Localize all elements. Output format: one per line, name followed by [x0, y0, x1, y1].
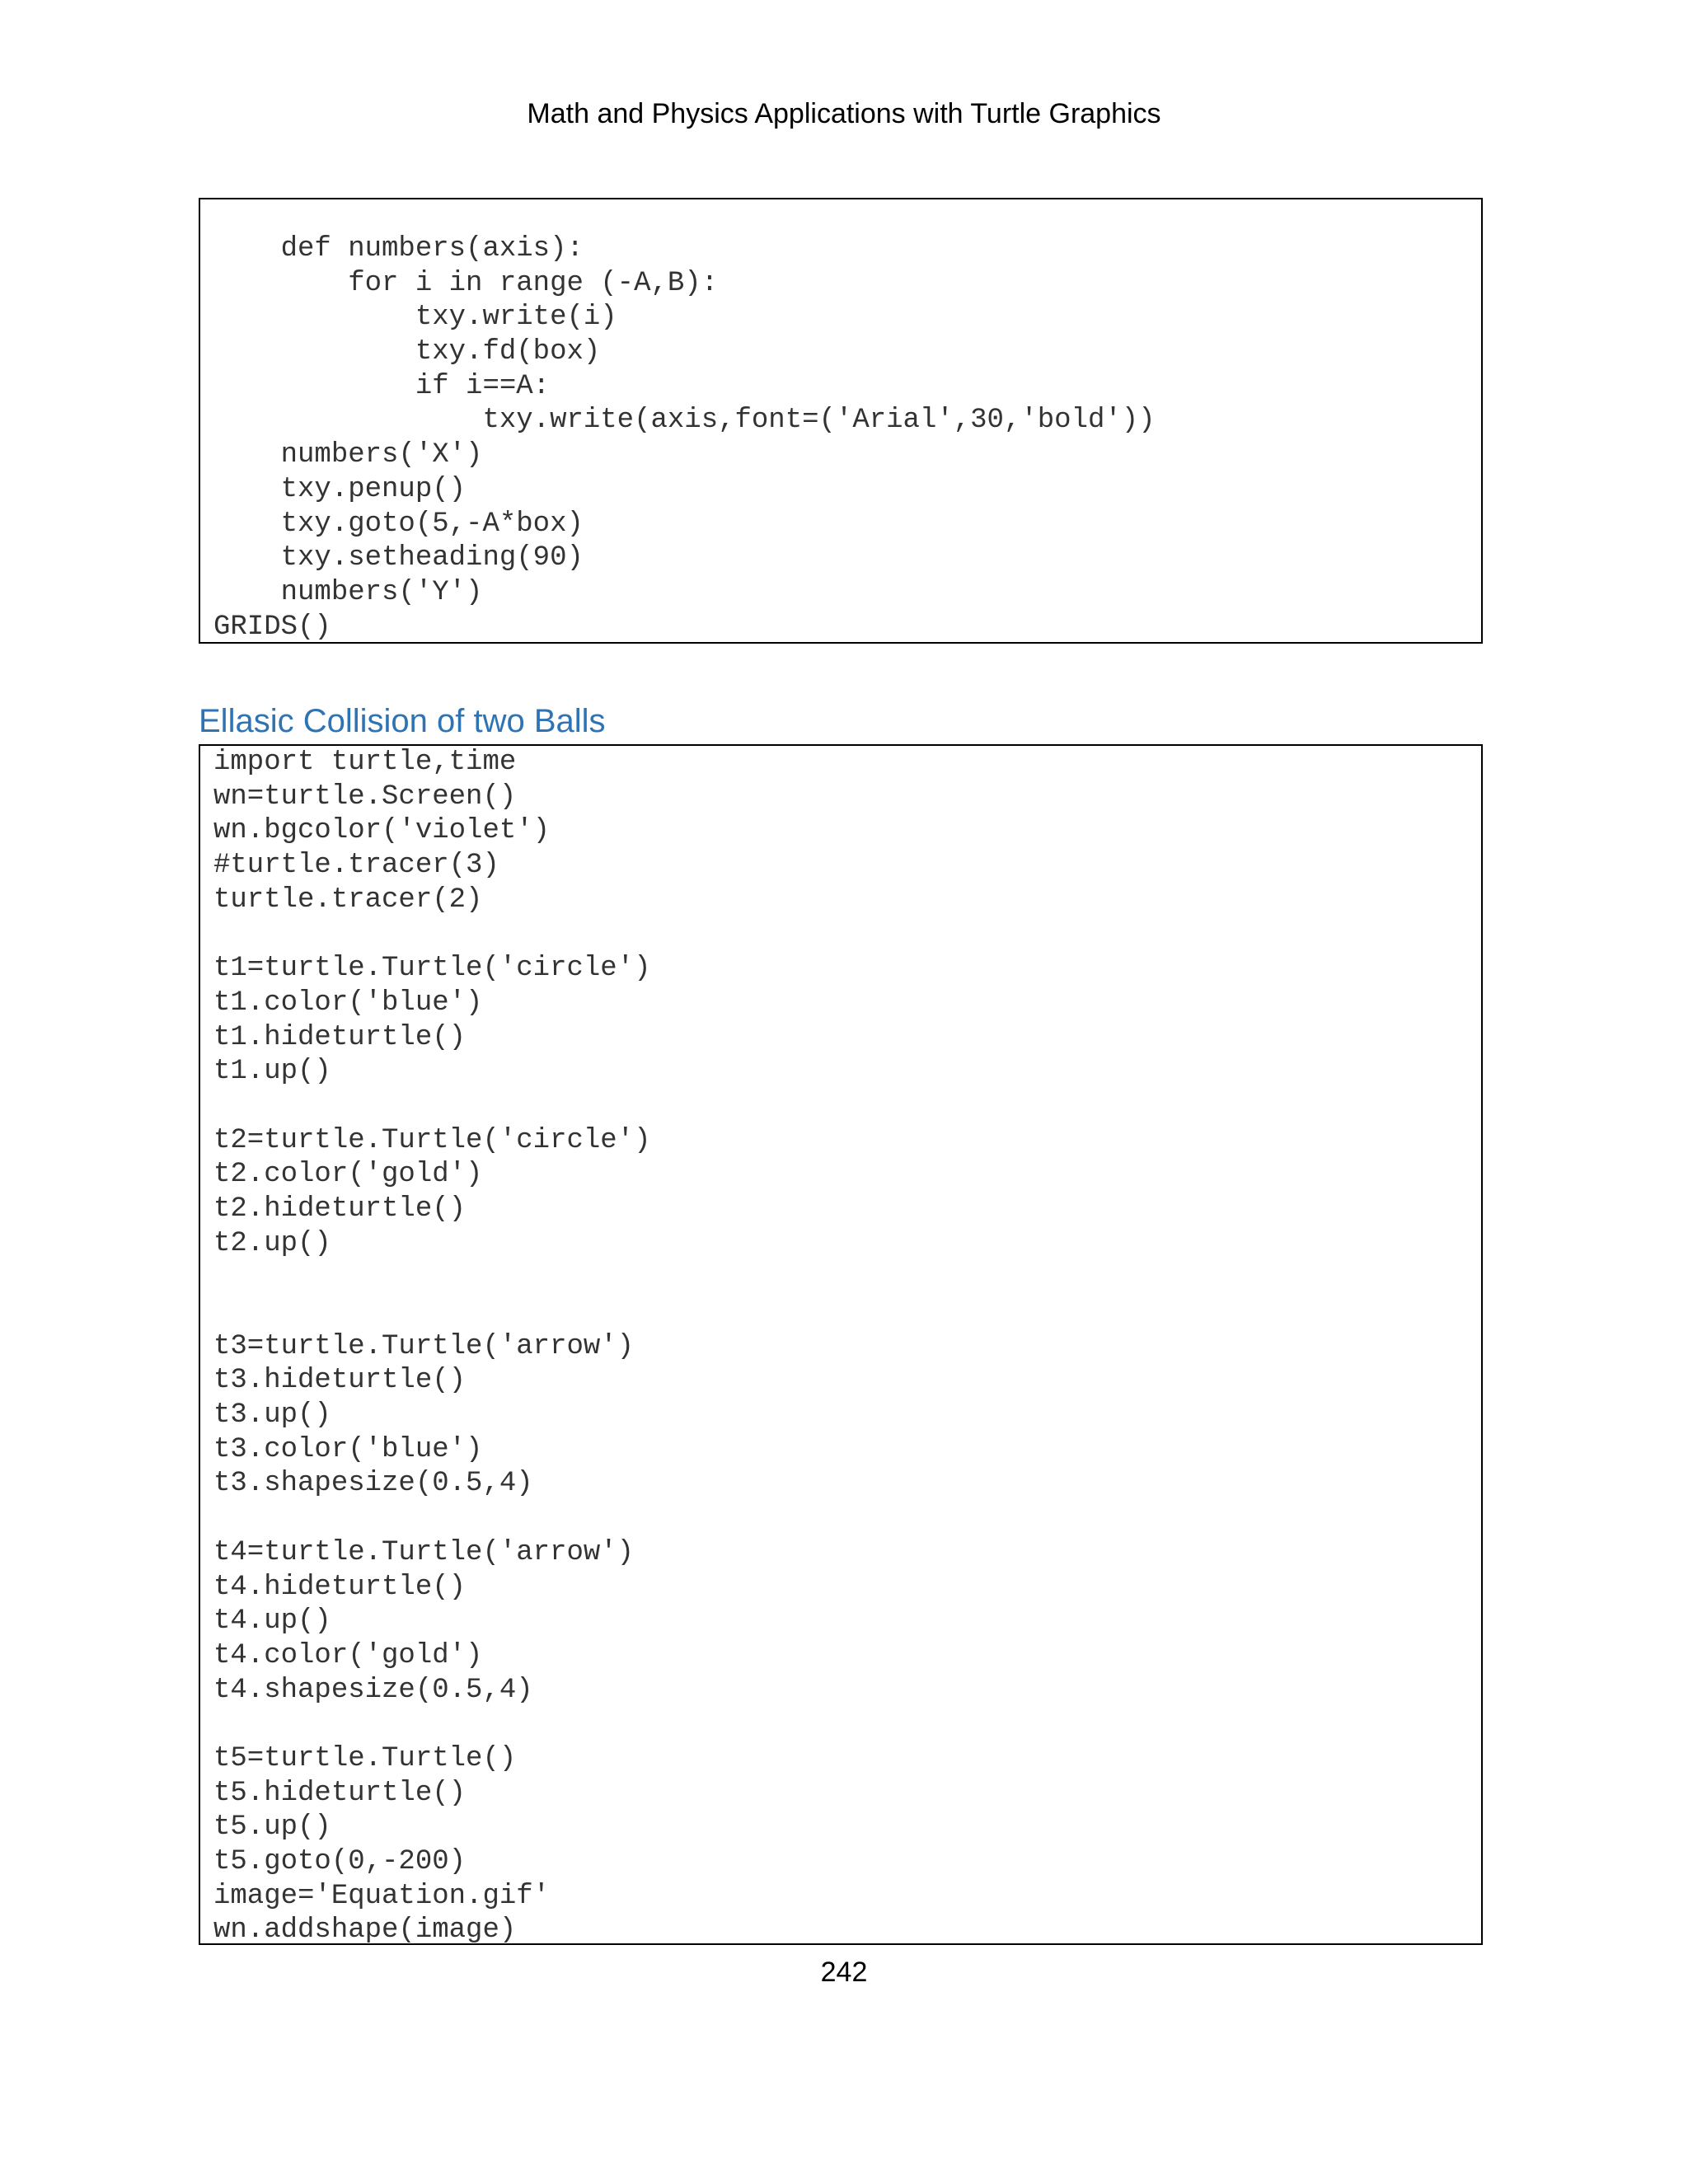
code-line: wn=turtle.Screen()	[213, 780, 517, 813]
code-line: GRIDS()	[213, 611, 331, 643]
code-line: t3.color('blue')	[213, 1433, 483, 1465]
code-line: t4.color('gold')	[213, 1639, 483, 1671]
code-line: txy.goto(5,-A*box)	[213, 508, 584, 540]
code-line: import turtle,time	[213, 747, 517, 778]
code-line: t3.shapesize(0.5,4)	[213, 1468, 533, 1500]
code-line: t3.hideturtle()	[213, 1365, 467, 1397]
code-line: wn.bgcolor('violet')	[213, 815, 551, 847]
code-line: turtle.tracer(2)	[213, 883, 483, 916]
code-line	[213, 1090, 1481, 1124]
code-line: t2=turtle.Turtle('circle')	[213, 1124, 651, 1156]
code-line: t1=turtle.Turtle('circle')	[213, 953, 651, 985]
code-line: numbers('X')	[213, 439, 483, 471]
code-line: t5.goto(0,-200)	[213, 1846, 467, 1877]
code-line: t1.up()	[213, 1056, 331, 1088]
page-header: Math and Physics Applications with Turtle Graphics	[527, 98, 1161, 129]
code-line: t5=turtle.Turtle()	[213, 1742, 517, 1774]
code-line	[213, 917, 1481, 952]
section-heading: Ellasic Collision of two Balls	[199, 703, 606, 739]
code-line: txy.penup()	[213, 473, 467, 505]
code-line: image='Equation.gif'	[213, 1880, 551, 1912]
code-line: txy.write(i)	[213, 302, 617, 334]
code-line: t4=turtle.Turtle('arrow')	[213, 1536, 635, 1568]
code-line: t1.hideturtle()	[213, 1021, 467, 1053]
code-line: t5.hideturtle()	[213, 1777, 467, 1809]
code-line: t1.color('blue')	[213, 987, 483, 1019]
page-number: 242	[820, 1957, 868, 1988]
code-line: txy.setheading(90)	[213, 542, 584, 574]
code-line	[213, 1708, 1481, 1742]
code-line: t2.color('gold')	[213, 1159, 483, 1191]
code-line: t2.hideturtle()	[213, 1193, 467, 1225]
code-line: t4.shapesize(0.5,4)	[213, 1674, 533, 1706]
code-line: t2.up()	[213, 1227, 331, 1259]
code-line: def numbers(axis):	[213, 233, 584, 265]
code-line: for i in range (-A,B):	[213, 267, 719, 299]
code-line: if i==A:	[213, 370, 551, 402]
code-line: #turtle.tracer(3)	[213, 850, 499, 882]
code-line: t3.up()	[213, 1399, 331, 1432]
code-line: numbers('Y')	[213, 576, 483, 608]
code-line: txy.write(axis,font=('Arial',30,'bold'))	[213, 405, 1156, 437]
code-line: wn.addshape(image)	[213, 1915, 517, 1945]
code-block-collision	[199, 744, 1483, 1945]
code-line: t4.up()	[213, 1605, 331, 1638]
code-line: txy.fd(box)	[213, 336, 601, 368]
code-block-grids	[199, 198, 1483, 644]
code-line	[213, 1502, 1481, 1536]
code-line: t4.hideturtle()	[213, 1571, 467, 1603]
code-line	[213, 1261, 1481, 1296]
code-line	[213, 1296, 1481, 1330]
code-line: t3=turtle.Turtle('arrow')	[213, 1330, 635, 1362]
code-line: t5.up()	[213, 1811, 331, 1844]
